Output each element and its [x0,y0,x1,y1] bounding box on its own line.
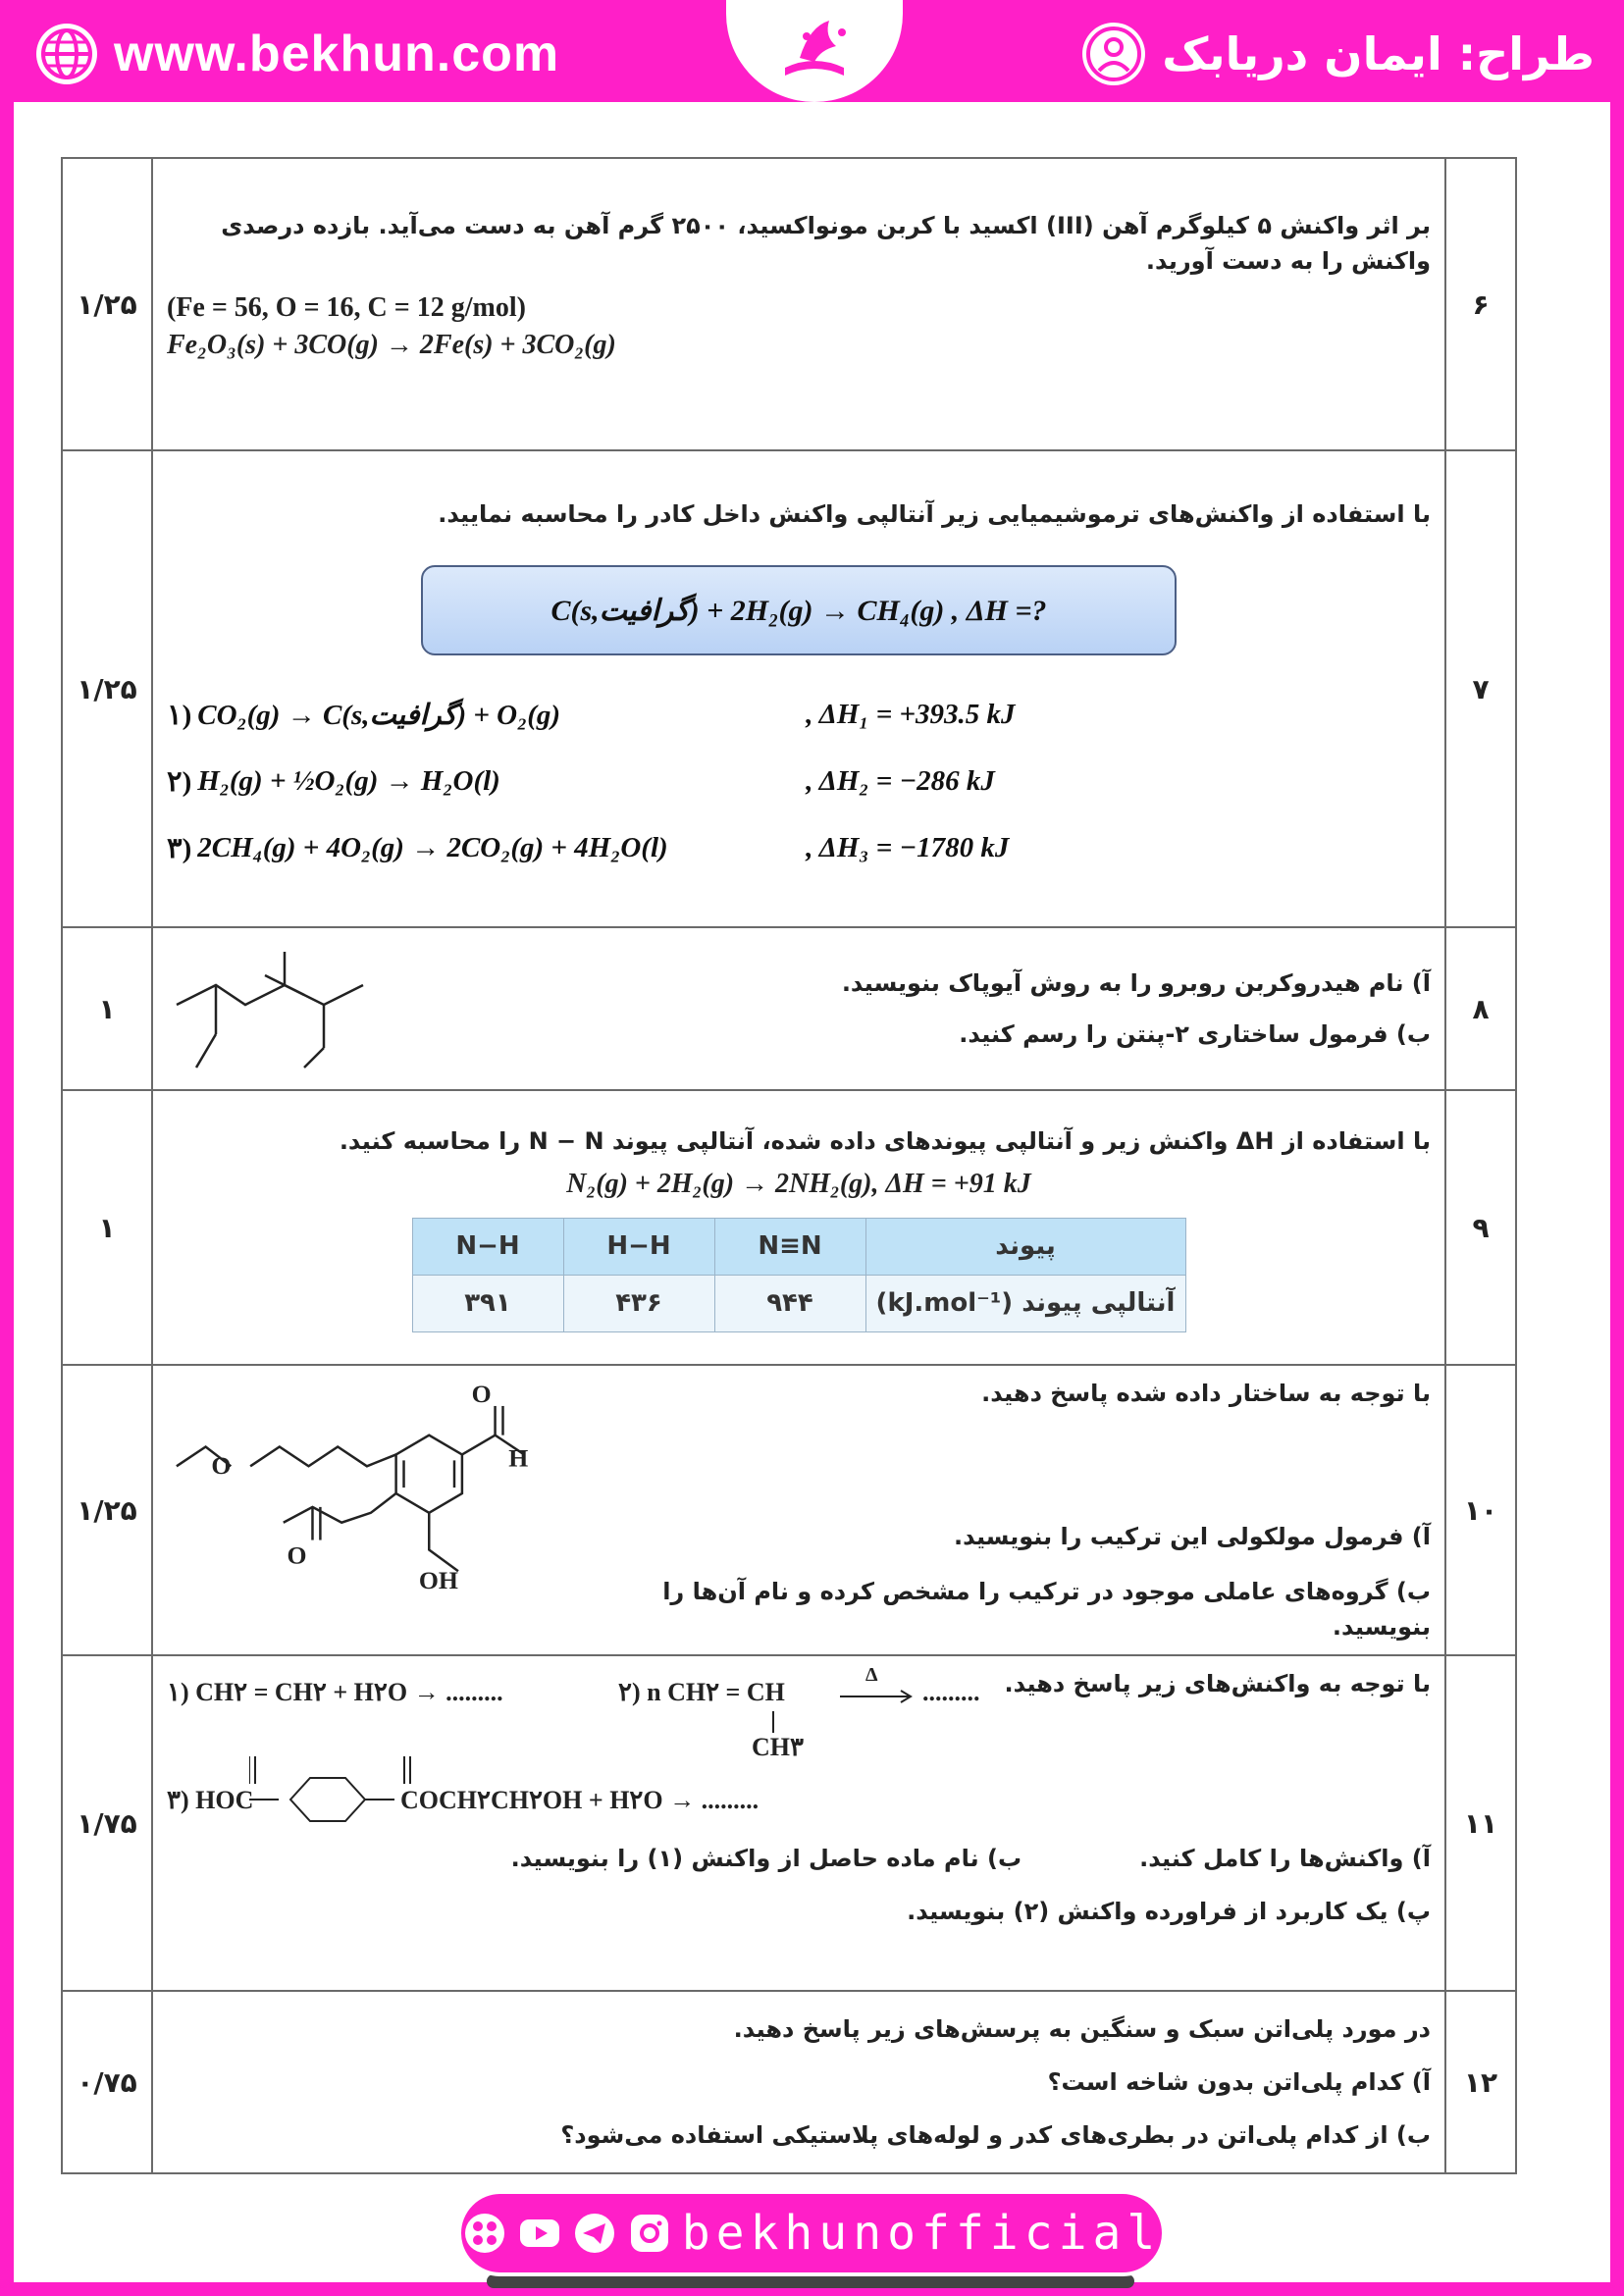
question-part-a: آ) کدام پلی‌اتن بدون شاخه است؟ [1047,2068,1431,2096]
reaction-label: ۱) [167,699,192,731]
question-score: ۱/۲۵ [62,450,152,927]
question-part-b: ب) فرمول ساختاری ۲-پنتن را رسم کنید. [959,1020,1431,1048]
designer-name: طراح: ایمان دریابک [1162,27,1595,80]
reaction-2: ۲) n CH۲ = CH [618,1678,785,1706]
designer-credit [1079,20,1595,88]
table-cell: ۹۴۴ [714,1275,865,1331]
question-part-c: پ) یک کاربرد از فراورده واکنش (۲) بنویسید. [907,1898,1431,1925]
footer-shadow [487,2274,1134,2288]
table-row [412,1218,1185,1275]
reaction-label: ۲) [167,765,192,798]
question-table [61,157,1517,2174]
reaction-3-end: COCH۲CH۲OH + H۲O → ......... [400,1786,760,1814]
table-row [412,1275,1185,1331]
question-body [152,450,1445,927]
table-cell: آنتالپی پیوند (kJ.mol⁻¹) [865,1275,1185,1331]
thermo-reaction [167,814,1431,881]
question-score: ۱/۲۵ [62,158,152,450]
table-row [62,1991,1516,2173]
question-score: ۱/۷۵ [62,1655,152,1991]
reaction-enthalpy: , ΔH₃ = −1780 kJ [806,831,1010,863]
reaction-label: ۳) [167,832,192,864]
table-row [62,158,1516,450]
question-body [152,1365,1445,1655]
question-score: ۱ [62,1090,152,1365]
reaction-equation: CO₂(g) → C(s,گرافیت) + O₂(g) [197,699,561,731]
question-number: ۹ [1445,1090,1516,1365]
reaction-equation: Fe₂O₃(s) + 3CO(g) → 2Fe(s) + 3CO₂(g) [167,330,616,360]
globe-icon [33,21,100,87]
question-body [152,1655,1445,1991]
atom-label: H [508,1443,529,1473]
atomic-masses: (Fe = 56, O = 16, C = 12 g/mol) [167,292,526,323]
thermo-reaction [167,748,1431,814]
question-number: ۶ [1445,158,1516,450]
reaction-equation: H₂(g) + ½O₂(g) → H₂O(l) [197,764,500,797]
table-cell: N≡N [714,1218,865,1275]
table-cell: ۳۹۱ [412,1275,563,1331]
table-cell: ۴۳۶ [563,1275,714,1331]
youtube-icon[interactable] [517,2211,562,2256]
brand-logo [726,0,903,102]
question-text: در مورد پلی‌اتن سبک و سنگین به پرسش‌های زیر پاسخ دهید. [733,2015,1431,2043]
telegram-icon[interactable] [572,2211,617,2256]
table-row [62,1365,1516,1655]
table-cell: H−H [563,1218,714,1275]
benzene-ring-image [249,1750,416,1827]
question-body [152,927,1445,1090]
thermo-reaction [167,681,1431,748]
question-body [152,158,1445,450]
table-row [62,1090,1516,1365]
atom-label: O [287,1540,307,1570]
bond-line [771,1711,775,1733]
molecule-structure-image [167,1376,565,1617]
reaction-enthalpy: , ΔH₂ = −286 kJ [806,764,995,797]
question-number: ۱۰ [1445,1365,1516,1655]
table-row [62,927,1516,1090]
skeletal-structure-image [167,940,383,1077]
atom-label: OH [418,1566,458,1595]
site-url: www.bekhun.com [114,26,560,82]
table-cell: N−H [412,1218,563,1275]
table-row [62,450,1516,927]
heat-symbol: Δ [865,1664,878,1686]
question-part-a: آ) نام هیدروکربن روبرو را به روش آیوپاک بنویسید. [841,969,1431,997]
instagram-icon[interactable] [627,2211,672,2256]
question-number: ۸ [1445,927,1516,1090]
atom-label: O [471,1379,492,1408]
question-text: بر اثر واکنش ۵ کیلوگرم آهن (III) اکسید با کربن مونواکسید، ۲۵۰۰ گرم آهن به دست می‌آید. بازده درصدی واکنش را به دست آورید. [221,212,1431,275]
question-score: ۰/۷۵ [62,1991,152,2173]
boxed-equation: C(s,گرافیت) + 2H₂(g) → CH₄(g) , ΔH =? [421,565,1177,655]
question-part-b: ب) از کدام پلی‌اتن در بطری‌های کدر و لوله‌های پلاستیکی استفاده می‌شود؟ [560,2121,1431,2149]
reaction-2-product: ......... [922,1678,980,1706]
question-body [152,1090,1445,1365]
reaction-2-substituent: CH۳ [752,1733,804,1761]
question-body [152,1991,1445,2173]
social-footer[interactable] [457,2190,1166,2276]
question-score: ۱/۲۵ [62,1365,152,1655]
social-handle: bekhunofficial [681,2206,1162,2261]
question-part-a: آ) واکنش‌ها را کامل کنید. [1139,1845,1431,1872]
question-text: با توجه به ساختار داده شده پاسخ دهید. [981,1380,1431,1407]
table-row [62,1655,1516,1991]
bond-enthalpy-table [412,1218,1186,1332]
question-number: ۷ [1445,450,1516,927]
reaction-equation: N₂(g) + 2H₂(g) → 2NH₂(g), ΔH = +91 kJ [566,1168,1031,1199]
question-part-b: ب) گروه‌های عاملی موجود در ترکیب را مشخص کرده و نام آن‌ها را بنویسید. [662,1578,1431,1641]
table-cell: پیوند [865,1218,1185,1275]
question-part-a: آ) فرمول مولکولی این ترکیب را بنویسید. [954,1523,1431,1550]
reaction-enthalpy: , ΔH₁ = +393.5 kJ [806,698,1016,730]
atom-label: O [211,1451,232,1481]
user-icon [1079,20,1148,88]
question-text: با استفاده از واکنش‌های ترموشیمیایی زیر آنتالپی واکنش داخل کادر را محاسبه نمایید. [438,500,1431,528]
book-logo-icon [756,7,873,95]
site-link[interactable] [33,20,559,88]
question-number: ۱۱ [1445,1655,1516,1991]
reaction-equation: 2CH₄(g) + 4O₂(g) → 2CO₂(g) + 4H₂O(l) [197,831,668,863]
question-text: با استفاده از ΔH واکنش زیر و آنتالپی پیوندهای داده شده، آنتالپی پیوند N − N را محاسبه کنید. [339,1126,1431,1155]
question-part-b: ب) نام ماده حاصل از واکنش (۱) را بنویسید. [510,1845,1022,1872]
question-score: ۱ [62,927,152,1090]
reaction-1: ۱) CH۲ = CH۲ + H۲O → ......... [167,1678,503,1706]
header [0,0,1624,102]
aparat-icon[interactable] [462,2211,507,2256]
question-number: ۱۲ [1445,1991,1516,2173]
arrow-icon [840,1690,915,1703]
question-text: با توجه به واکنش‌های زیر پاسخ دهید. [1004,1670,1431,1697]
reaction-3-start: ۳) HOC [167,1786,254,1814]
